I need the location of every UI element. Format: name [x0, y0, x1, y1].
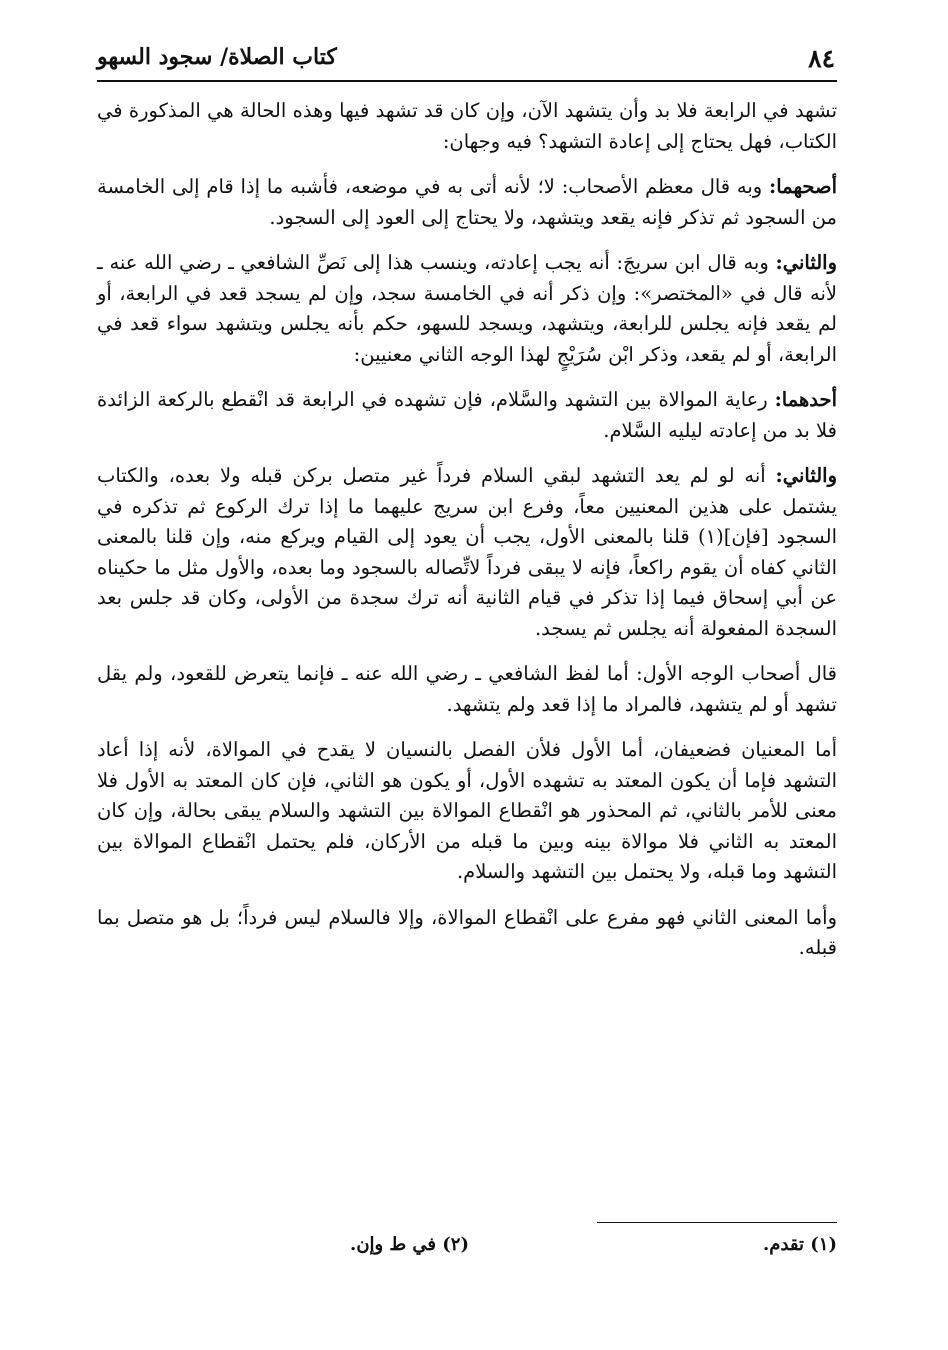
paragraph: [97, 385, 837, 446]
running-title: كتاب الصلاة/ سجود السهو: [97, 44, 337, 70]
paragraph: [97, 248, 837, 370]
paragraph-lead: أحدهما:: [774, 388, 837, 411]
paragraph-text: وبه قال معظم الأصحاب: لا؛ لأنه أتى به في موضعه، فأشبه ما إذا قام إلى الخامسة من السجود ثم تذكر فإنه يقعد ويتشهد، ولا يحتاج إلى العود إلى السجود.: [97, 175, 837, 229]
paragraph: [97, 172, 837, 233]
paragraph-text: وأما المعنى الثاني فهو مفرع على انْقطاع الموالاة، وإلا فالسلام ليس فرداً؛ بل هو متصل بما قبله.: [97, 905, 837, 959]
footnote-2: (٢) في ط وإن.: [350, 1234, 469, 1255]
paragraph: [97, 903, 837, 964]
paragraph-text: قال أصحاب الوجه الأول: أما لفظ الشافعي ـ رضي الله عنه ـ فإنما يتعرض للقعود، ولم يقل تشهد أو لم يتشهد، فالمراد ما إذا قعد ولم يتشهد.: [97, 662, 837, 716]
paragraph-lead: أصحهما:: [769, 175, 837, 198]
header-rule: [97, 80, 837, 82]
paragraph-lead: والثاني:: [775, 251, 837, 274]
paragraph: [97, 735, 837, 888]
paragraph-text: أما المعنيان فضعيفان، أما الأول فلأن الفصل بالنسيان لا يقدح في الموالاة، لأنه إذا أعاد التشهد فإما أن يكون المعتد به تشهده الأول، أو يكون هو الثاني، فإن كان المعتد به الأول فلا معنى للأمر بالثاني، ثم المحذور هو انْقطاع الموالاة بين التشهد والسلام يبقى بحالة، وإن كان المعتد به الثاني فلا موالاة بينه وبين ما قبله من الأركان، فلم يحتمل انْقطاع الموالاة بين التشهد وما قبله، ولا يحتمل بين التشهد والسلام.: [97, 738, 837, 883]
paragraph-lead: والثاني:: [775, 464, 837, 487]
body-text: [97, 96, 837, 979]
footnote-rule: [597, 1222, 837, 1223]
paragraph-text: وبه قال ابن سريجَ: أنه يجب إعادته، وينسب هذا إلى نَصِّ الشافعي ـ رضي الله عنه ـ لأنه قال في «المختصر»: وإن ذكر أنه في الخامسة سجد، وإن لم يسجد قعد في الرابعة، أو لم يقعد فإنه يجلس للرابعة، ويتشهد، ويسجد للسهو، حكم بأنه يجلس ويتشهد سواء قعد في الرابعة، أو لم يقعد، وذكر ابْن سُرَيْجٍ لهذا الوجه الثاني معنيين:: [97, 251, 837, 366]
footnotes: [97, 1234, 837, 1270]
footnote-1: (١) تقدم.: [763, 1234, 837, 1255]
page-number: ٨٤: [808, 44, 835, 73]
page-header: [97, 40, 837, 80]
paragraph: [97, 461, 837, 644]
paragraph-text: رعاية الموالاة بين التشهد والسَّلام، فإن تشهده في الرابعة قد انْقطع بالركعة الزائدة فلا بد من إعادته ليليه السَّلام.: [97, 388, 837, 442]
paragraph: [97, 659, 837, 720]
paragraph-text: تشهد في الرابعة فلا بد وأن يتشهد الآن، وإن كان قد تشهد فيها وهذه الحالة هي المذكورة في الكتاب، فهل يحتاج إلى إعادة التشهد؟ فيه وجهان:: [97, 99, 837, 153]
paragraph: [97, 96, 837, 157]
paragraph-text: أنه لو لم يعد التشهد لبقي السلام فرداً غير متصل بركن قبله ولا بعده، والكتاب يشتمل على هذين المعنيين معاً، وفرع ابن سريج عليهما ما إذا ترك الركوع ثم تذكره في السجود [فإن](١) قلنا بالمعنى الأول، يجب أن يعود إلى القيام ويركع منه، وإن قلنا بالمعنى الثاني كفاه أن يقوم راكعاً، فإنه لا يبقى فرداً لاتِّصاله بالسجود وما بعده، والأول مثل ما حكيناه عن أبي إسحاق فيما إذا تذكر في قيام الثانية أنه ترك سجدة من الأولى، وكان قد جلس بعد السجدة المفعولة أنه يجلس ثم يسجد.: [97, 464, 837, 640]
